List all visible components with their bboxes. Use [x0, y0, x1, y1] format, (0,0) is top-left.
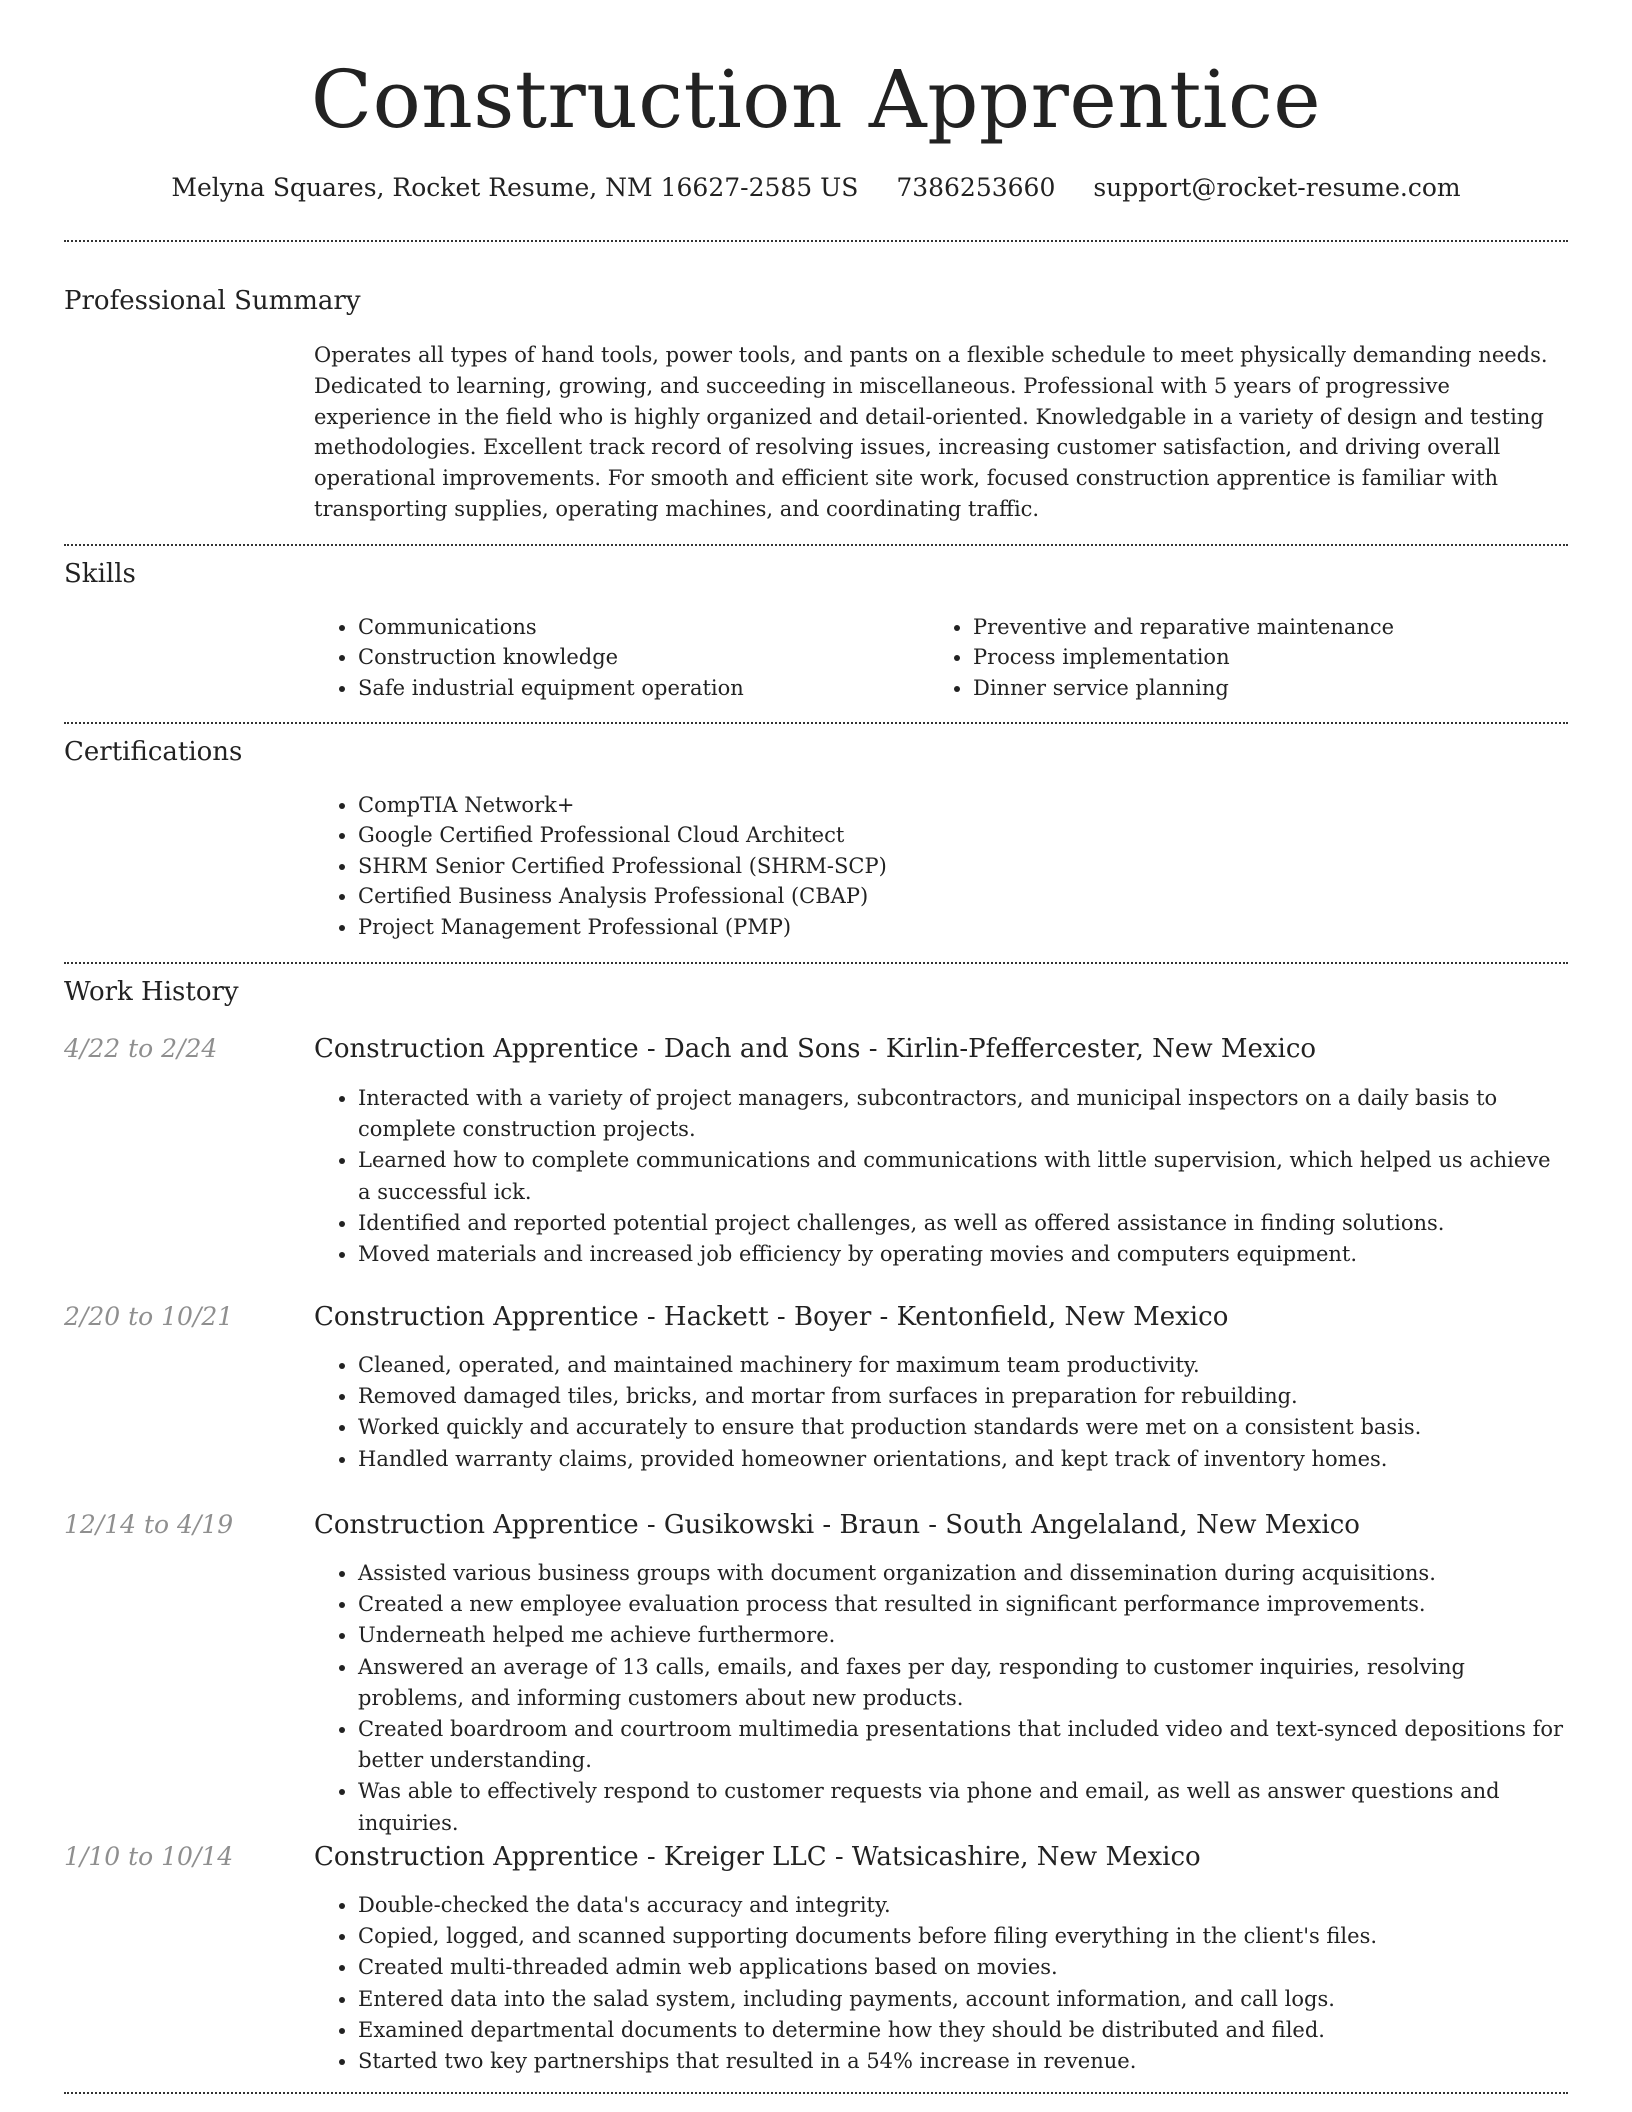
job-bullets [314, 1350, 1568, 1475]
certification-item: • CompTIA Network+ [358, 790, 1514, 820]
job-title: Construction Apprentice - Hackett - Boyer - Kentonfield, New Mexico [314, 1302, 1229, 1332]
section-title-skills: Skills [64, 559, 136, 589]
job-bullet: • Created a new employee evaluation process that resulted in significant performance improvements. [358, 1589, 1568, 1620]
section-title-certifications: Certifications [64, 737, 243, 767]
contact-phone: 7386253660 [896, 173, 1056, 202]
job-bullet: • Identified and reported potential project challenges, as well as offered assistance in finding solutions. [358, 1208, 1568, 1239]
job-bullet: • Moved materials and increased job efficiency by operating movies and computers equipment. [358, 1239, 1568, 1270]
job-bullet: • Underneath helped me achieve furthermore. [358, 1620, 1568, 1651]
skill-item: • Safe industrial equipment operation [358, 673, 894, 703]
job-bullet: • Created multi-threaded admin web applications based on movies. [358, 1952, 1568, 1983]
job-bullet: • Removed damaged tiles, bricks, and mortar from surfaces in preparation for rebuilding. [358, 1381, 1568, 1412]
job-bullet: • Assisted various business groups with document organization and dissemination during acquisitions. [358, 1558, 1568, 1589]
job-dates: 1/10 to 10/14 [64, 1842, 234, 1871]
section-title-work-history: Work History [64, 977, 239, 1007]
job-bullet: • Copied, logged, and scanned supporting documents before filing everything in the client's files. [358, 1921, 1568, 1952]
summary-text: Operates all types of hand tools, power tools, and pants on a flexible schedule to meet physically demanding needs. Dedicated to learning, growing, and succeeding in miscellaneous. Professional with 5 years of progressive experience in the field who is highly organized and detail-oriented. Knowledgable in a variety of design and testing methodologies. Excellent track record of resolving issues, increasing customer satisfaction, and driving overall operational improvements. For smooth and efficient site work, focused construction apprentice is familiar with transporting supplies, operating machines, and coordinating traffic. [314, 343, 1548, 521]
job-bullet: • Started two key partnerships that resulted in a 54% increase in revenue. [358, 2046, 1568, 2077]
job-dates: 12/14 to 4/19 [64, 1510, 234, 1539]
divider [64, 2092, 1568, 2094]
certification-item: • Google Certified Professional Cloud Architect [358, 820, 1514, 850]
resume-name: Construction Apprentice [310, 53, 1322, 146]
job-bullets [314, 1083, 1568, 1270]
skill-item: • Preventive and reparative maintenance [973, 612, 1549, 642]
skill-item: • Process implementation [973, 642, 1549, 672]
section-title-summary: Professional Summary [64, 286, 361, 316]
skills-column-right [929, 612, 1549, 703]
job-bullet: • Entered data into the salad system, including payments, account information, and call logs. [358, 1984, 1568, 2015]
contact-address: Melyna Squares, Rocket Resume, NM 16627-2585 US [171, 173, 859, 202]
job-bullet: • Cleaned, operated, and maintained machinery for maximum team productivity. [358, 1350, 1568, 1381]
skill-item: • Communications [358, 612, 894, 642]
job-title: Construction Apprentice - Dach and Sons - Kirlin-Pfeffercester, New Mexico [314, 1034, 1317, 1064]
contact-line [0, 170, 1632, 206]
divider [64, 962, 1568, 964]
job-bullet: • Examined departmental documents to determine how they should be distributed and filed. [358, 2015, 1568, 2046]
certification-item: • Project Management Professional (PMP) [358, 912, 1514, 942]
job-bullet: • Answered an average of 13 calls, emails, and faxes per day, responding to customer inquiries, resolving problems, and informing customers about new products. [358, 1652, 1568, 1714]
skill-item: • Dinner service planning [973, 673, 1549, 703]
job-bullets [314, 1890, 1568, 2077]
job-bullet: • Handled warranty claims, provided homeowner orientations, and kept track of inventory homes. [358, 1444, 1568, 1475]
job-bullet: • Interacted with a variety of project managers, subcontractors, and municipal inspectors on a daily basis to complete construction projects. [358, 1083, 1568, 1145]
divider [64, 544, 1568, 546]
job-bullet: • Double-checked the data's accuracy and integrity. [358, 1890, 1568, 1921]
job-bullet: • Learned how to complete communications and communications with little supervision, which helped us achieve a successful ick. [358, 1145, 1568, 1207]
skills-column-left [314, 612, 894, 703]
certification-item: • SHRM Senior Certified Professional (SHRM-SCP) [358, 851, 1514, 881]
divider [64, 722, 1568, 724]
job-bullet: • Created boardroom and courtroom multimedia presentations that included video and text-synced depositions for better understanding. [358, 1714, 1568, 1776]
job-bullet: • Worked quickly and accurately to ensure that production standards were met on a consistent basis. [358, 1412, 1568, 1443]
job-bullet: • Was able to effectively respond to customer requests via phone and email, as well as answer questions and inquiries. [358, 1776, 1568, 1838]
job-bullets [314, 1558, 1568, 1839]
job-title: Construction Apprentice - Kreiger LLC - Watsicashire, New Mexico [314, 1842, 1201, 1872]
certifications-list [314, 790, 1514, 942]
divider [64, 240, 1568, 242]
job-title: Construction Apprentice - Gusikowski - Braun - South Angelaland, New Mexico [314, 1510, 1360, 1540]
certification-item: • Certified Business Analysis Professional (CBAP) [358, 881, 1514, 911]
job-dates: 4/22 to 2/24 [64, 1034, 218, 1063]
job-dates: 2/20 to 10/21 [64, 1302, 234, 1331]
skill-item: • Construction knowledge [358, 642, 894, 672]
contact-email: support@rocket-resume.com [1093, 173, 1461, 202]
